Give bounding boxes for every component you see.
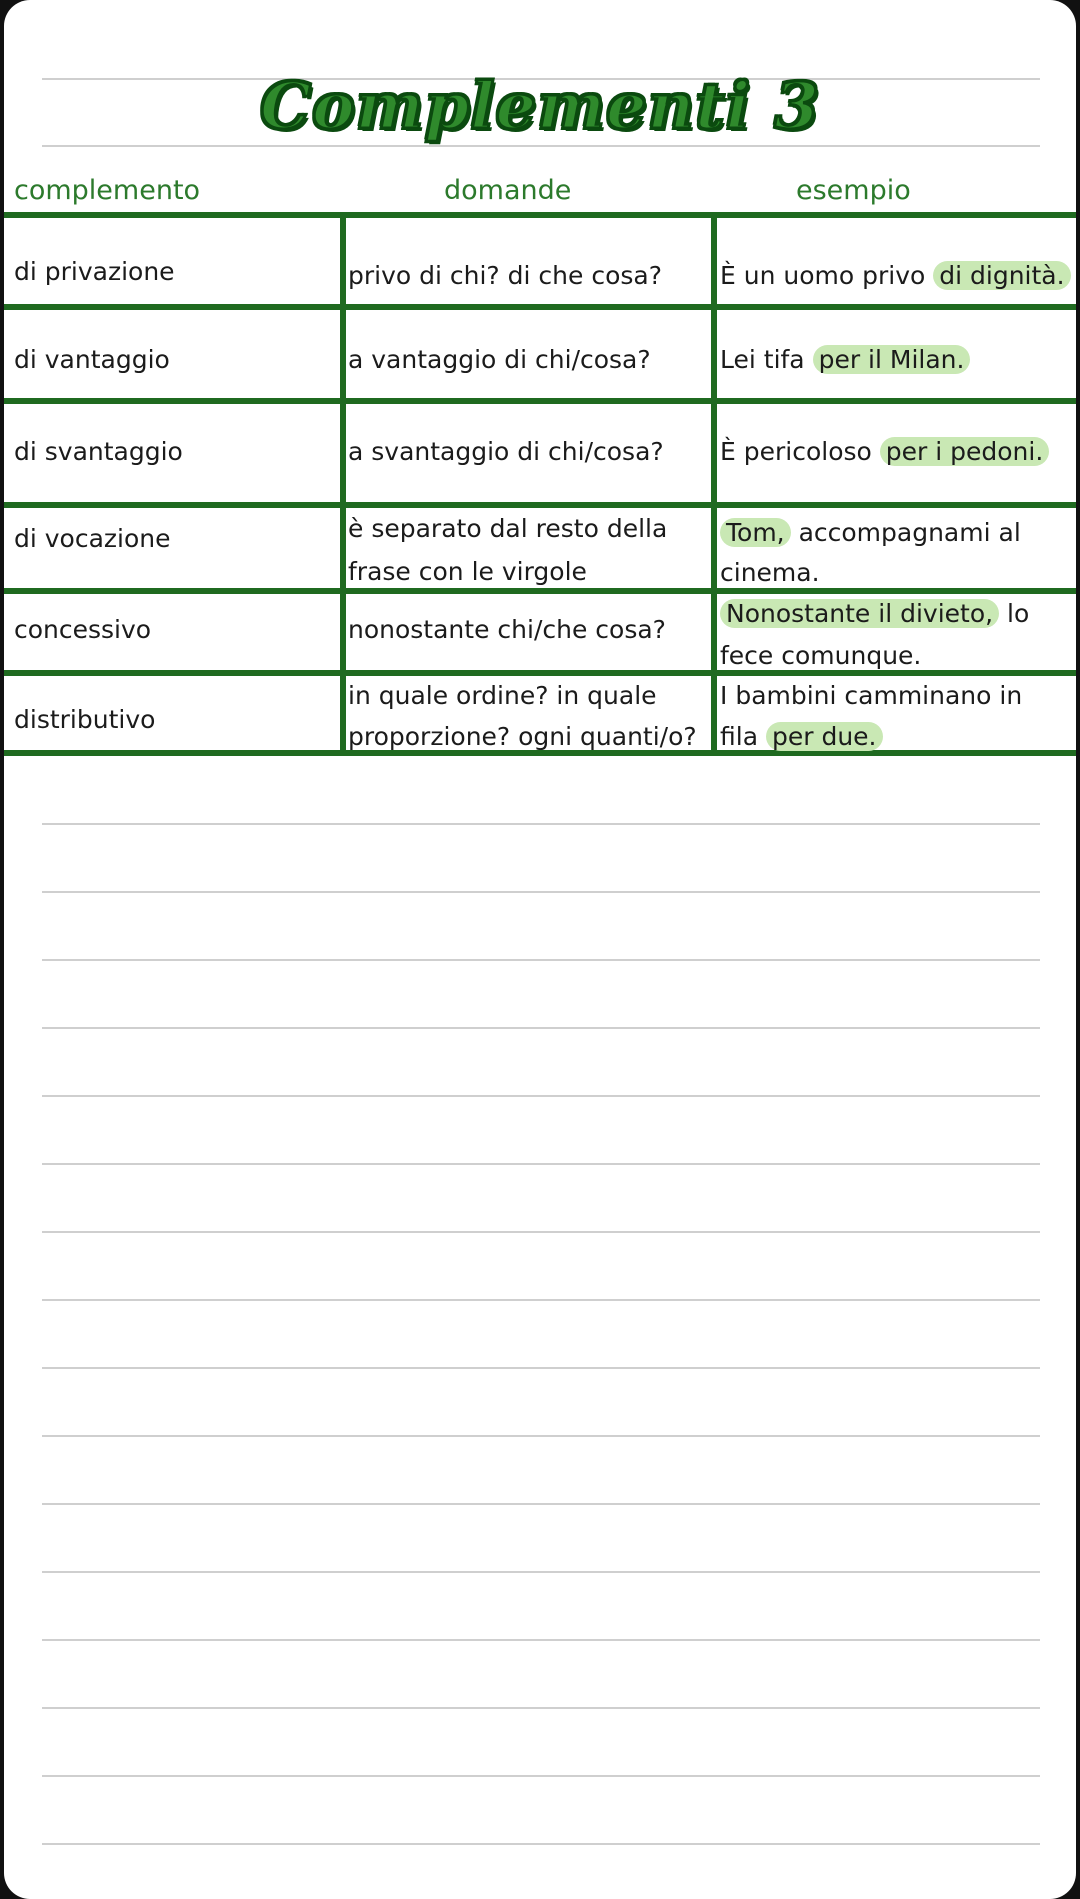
cell-domande-vocazione-line1: è separato dal resto della: [348, 514, 668, 543]
esempio-highlight: di dignità.: [933, 261, 1070, 290]
cell-esempio-concessivo-line1: [720, 595, 1029, 633]
esempio-text: lo: [999, 599, 1030, 628]
ruled-line: [42, 823, 1040, 825]
cell-domande-vantaggio: a vantaggio di chi/cosa?: [348, 345, 651, 374]
esempio-text: fece comunque.: [720, 641, 922, 670]
cell-domande-concessivo: nonostante chi/che cosa?: [348, 615, 666, 644]
cell-esempio-concessivo-line2: [720, 637, 921, 675]
ruled-line: [42, 1639, 1040, 1641]
note-page: [4, 0, 1076, 1899]
ruled-line: [42, 1435, 1040, 1437]
esempio-text: Lei tifa: [720, 345, 813, 374]
header-domande: domande: [444, 175, 572, 206]
ruled-line: [42, 1367, 1040, 1369]
cell-domande-vocazione-line2: frase con le virgole: [348, 557, 587, 586]
title-container: [4, 52, 1076, 162]
ruled-line: [42, 1231, 1040, 1233]
cell-esempio-vocazione-line2: [720, 554, 820, 592]
cell-complemento-concessivo: concessivo: [14, 615, 152, 644]
cell-complemento-vocazione: di vocazione: [14, 524, 171, 553]
header-esempio: esempio: [796, 175, 911, 206]
esempio-text: accompagnami al: [790, 518, 1021, 547]
table-column-divider: [711, 215, 717, 755]
esempio-text: fila: [720, 722, 766, 751]
cell-complemento-distributivo: distributivo: [14, 705, 156, 734]
table-rule: [4, 398, 1076, 404]
header-complemento: complemento: [14, 175, 201, 206]
esempio-text: I bambini camminano in: [720, 681, 1023, 710]
ruled-line: [42, 1503, 1040, 1505]
esempio-highlight: per due.: [766, 722, 883, 751]
ruled-line: [42, 1163, 1040, 1165]
esempio-highlight: per i pedoni.: [880, 437, 1050, 466]
cell-esempio-privazione: [720, 257, 1071, 295]
esempio-text: È pericoloso: [720, 437, 880, 466]
esempio-text: È un uomo privo: [720, 261, 934, 290]
cell-domande-svantaggio: a svantaggio di chi/cosa?: [348, 437, 664, 466]
table-rule: [4, 502, 1076, 508]
esempio-highlight: per il Milan.: [813, 345, 971, 374]
ruled-line: [42, 1027, 1040, 1029]
ruled-line: [42, 1571, 1040, 1573]
table-rule: [4, 212, 1076, 218]
ruled-line: [42, 891, 1040, 893]
esempio-highlight: Nonostante il divieto,: [720, 599, 999, 628]
cell-esempio-distributivo-line2: [720, 718, 883, 756]
table-rule: [4, 304, 1076, 310]
ruled-line: [42, 1775, 1040, 1777]
cell-esempio-vocazione-line1: [720, 514, 1021, 552]
ruled-line: [42, 1095, 1040, 1097]
cell-domande-distributivo-line2: proporzione? ogni quanti/o?: [348, 722, 697, 751]
table-column-divider: [340, 215, 346, 755]
cell-esempio-svantaggio: [720, 433, 1049, 471]
ruled-line: [42, 1843, 1040, 1845]
ruled-line: [42, 1707, 1040, 1709]
ruled-line: [42, 1299, 1040, 1301]
cell-complemento-privazione: di privazione: [14, 257, 175, 286]
page-title: Complementi 3: [260, 69, 820, 144]
cell-esempio-vantaggio: [720, 341, 970, 379]
cell-complemento-svantaggio: di svantaggio: [14, 437, 183, 466]
esempio-highlight: Tom,: [720, 518, 791, 547]
ruled-line: [42, 959, 1040, 961]
cell-domande-privazione: privo di chi? di che cosa?: [348, 261, 662, 290]
cell-domande-distributivo-line1: in quale ordine? in quale: [348, 681, 657, 710]
cell-esempio-distributivo-line1: [720, 677, 1022, 715]
esempio-text: cinema.: [720, 558, 820, 587]
cell-complemento-vantaggio: di vantaggio: [14, 345, 170, 374]
